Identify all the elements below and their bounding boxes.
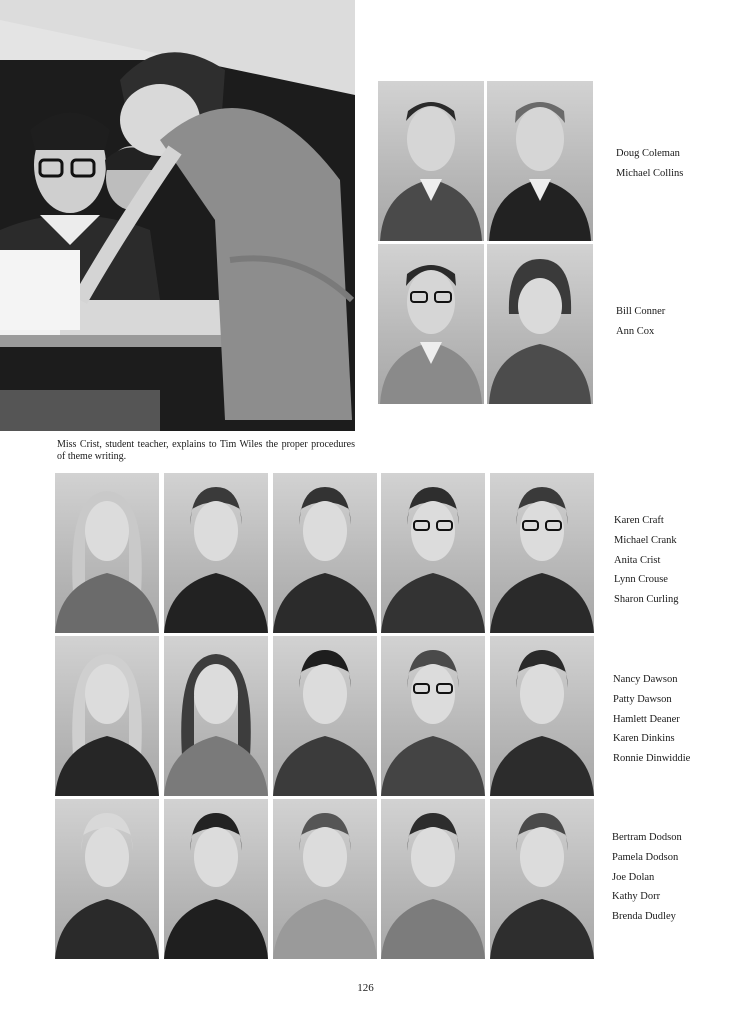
portrait-photo — [273, 636, 377, 796]
portrait-drawing — [490, 799, 594, 959]
photo-caption: Miss Crist, student teacher, explains to Tim Wiles the proper procedures of theme writing. — [57, 439, 355, 462]
student-name: Sharon Curling — [614, 594, 679, 606]
candid-photo-drawing — [0, 0, 355, 431]
portrait-drawing — [55, 799, 159, 959]
portrait-photo — [381, 799, 485, 959]
student-name: Ann Cox — [616, 325, 655, 337]
name-list — [616, 302, 665, 342]
student-name: Lynn Crouse — [614, 574, 668, 586]
student-name: Bill Conner — [616, 306, 666, 317]
name-list — [614, 511, 678, 610]
portrait-drawing — [164, 636, 268, 796]
portrait-photo — [164, 636, 268, 796]
student-name: Kathy Dorr — [612, 891, 661, 903]
portrait-drawing — [490, 636, 594, 796]
portrait-photo — [273, 799, 377, 959]
portrait-photo — [55, 636, 159, 796]
portrait-drawing — [378, 244, 484, 404]
portrait-photo — [381, 473, 485, 633]
portrait-drawing — [378, 81, 484, 241]
portrait-drawing — [164, 799, 268, 959]
student-name: Joe Dolan — [612, 871, 655, 883]
portrait-photo — [55, 473, 159, 633]
portrait-photo — [490, 473, 594, 633]
portrait-photo — [164, 473, 268, 633]
portrait-photo — [487, 81, 593, 241]
name-list — [612, 828, 682, 927]
portrait-drawing — [490, 473, 594, 633]
portrait-drawing — [55, 473, 159, 633]
portrait-drawing — [55, 636, 159, 796]
student-name: Karen Dinkins — [613, 733, 675, 745]
portrait-photo — [487, 244, 593, 404]
portrait-photo — [381, 636, 485, 796]
portrait-drawing — [273, 473, 377, 633]
name-list — [613, 670, 690, 769]
portrait-photo — [55, 799, 159, 959]
portrait-drawing — [381, 636, 485, 796]
portrait-photo — [378, 81, 484, 241]
page-number: 126 — [357, 982, 374, 994]
student-name: Michael Crank — [614, 534, 677, 546]
candid-classroom-photo — [0, 0, 355, 431]
portrait-drawing — [164, 473, 268, 633]
portrait-drawing — [381, 799, 485, 959]
portrait-drawing — [273, 636, 377, 796]
portrait-drawing — [487, 81, 593, 241]
student-name: Nancy Dawson — [613, 674, 678, 685]
student-name: Pamela Dodson — [612, 851, 679, 863]
portrait-drawing — [381, 473, 485, 633]
portrait-photo — [164, 799, 268, 959]
student-name: Ronnie Dinwiddie — [613, 753, 691, 765]
portrait-photo — [490, 799, 594, 959]
student-name: Brenda Dudley — [612, 911, 676, 923]
student-name: Anita Crist — [614, 554, 661, 566]
student-name: Patty Dawson — [613, 693, 672, 705]
portrait-drawing — [273, 799, 377, 959]
name-list — [616, 144, 683, 184]
student-name: Hamlett Deaner — [613, 713, 680, 725]
portrait-photo — [273, 473, 377, 633]
student-name: Doug Coleman — [616, 148, 680, 159]
student-name: Michael Collins — [616, 167, 684, 179]
portrait-drawing — [487, 244, 593, 404]
student-name: Bertram Dodson — [612, 832, 682, 843]
portrait-photo — [490, 636, 594, 796]
portrait-photo — [378, 244, 484, 404]
student-name: Karen Craft — [614, 515, 664, 526]
